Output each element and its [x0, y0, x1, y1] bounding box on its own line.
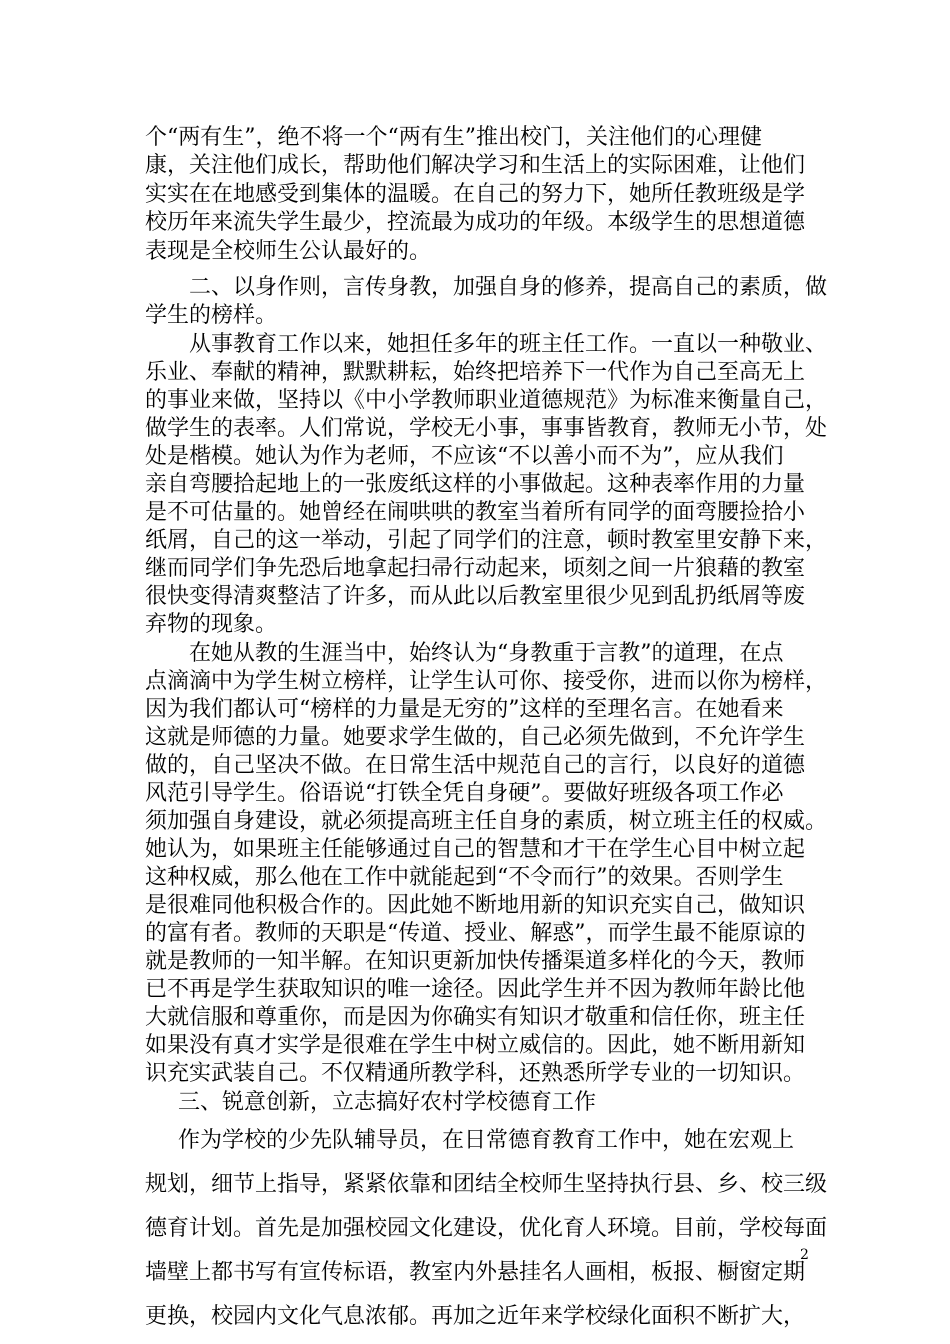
text-line: 墙壁上都书写有宣传标语，教室内外悬挂名人画相，板报、橱窗定期 [145, 1260, 806, 1285]
text-line: 因为我们都认可“榜样的力量是无穷的”这样的至理名言。在她看来 [145, 697, 784, 722]
text-line: 纸屑，自己的这一举动，引起了同学们的注意，顿时教室里安静下来， [145, 528, 828, 553]
page-number: 2 [800, 1247, 809, 1263]
section-heading-2: 二、以身作则，言传身教，加强自身的修养，提高自己的素质，做 [189, 275, 828, 300]
text-line: 如果没有真才实学是很难在学生中树立威信的。因此，她不断用新知 [145, 1033, 806, 1058]
section-heading-2-cont: 学生的榜样。 [145, 303, 278, 328]
text-line: 乐业、奉献的精神，默默耕耘，始终把培养下一代作为自己至高无上 [145, 360, 806, 385]
text-line: 是不可估量的。她曾经在闹哄哄的教室当着所有同学的面弯腰捡拾小 [145, 500, 806, 525]
text-line: 识充实武装自己。不仅精通所教学科，还熟悉所学专业的一切知识。 [145, 1061, 806, 1086]
text-line: 实实在在地感受到集体的温暖。在自己的努力下，她所任教班级是学 [145, 182, 806, 207]
text-line: 风范引导学生。俗语说“打铁全凭自身硬”。要做好班级各项工作必 [145, 781, 784, 806]
text-line: 这种权威，那么他在工作中就能起到“不令而行”的效果。否则学生 [145, 865, 784, 890]
section-heading-3: 三、锐意创新，立志搞好农村学校德育工作 [178, 1090, 597, 1115]
text-line: 校历年来流失学生最少，控流最为成功的年级。本级学生的思想道德 [145, 210, 806, 235]
text-line: 她认为，如果班主任能够通过自己的智慧和才干在学生心目中树立起 [145, 837, 806, 862]
text-line: 处是楷模。她认为作为老师，不应该“不以善小而不为”，应从我们 [145, 444, 784, 469]
text-line: 这就是师德的力量。她要求学生做的，自己必须先做到，不允许学生 [145, 725, 806, 750]
text-line: 作为学校的少先队辅导员，在日常德育教育工作中，她在宏观上 [178, 1128, 795, 1153]
text-line: 的富有者。教师的天职是“传道、授业、解惑”，而学生最不能原谅的 [145, 921, 806, 946]
text-line: 的事业来做，坚持以《中小学教师职业道德规范》为标准来衡量自己， [145, 388, 828, 413]
text-line: 是很难同他积极合作的。因此她不断地用新的知识充实自己，做知识 [145, 893, 806, 918]
text-line: 已不再是学生获取知识的唯一途径。因此学生并不因为教师年龄比他 [145, 977, 806, 1002]
text-line: 表现是全校师生公认最好的。 [145, 239, 432, 264]
text-line: 就是教师的一知半解。在知识更新加快传播渠道多样化的今天，教师 [145, 949, 806, 974]
text-line: 更换，校园内文化气息浓郁。再加之近年来学校绿化面积不断扩大， [145, 1304, 806, 1329]
text-line: 亲自弯腰拾起地上的一张废纸这样的小事做起。这种表率作用的力量 [145, 472, 806, 497]
text-line: 很快变得清爽整洁了许多，而从此以后教室里很少见到乱扔纸屑等废 [145, 584, 806, 609]
text-line: 做学生的表率。人们常说，学校无小事，事事皆教育，教师无小节，处 [145, 416, 828, 441]
text-line: 大就信服和尊重你，而是因为你确实有知识才敬重和信任你，班主任 [145, 1005, 806, 1030]
text-line: 规划，细节上指导，紧紧依靠和团结全校师生坚持执行县、乡、校三级 [145, 1172, 828, 1197]
text-line: 弃物的现象。 [145, 612, 278, 637]
text-line: 继而同学们争先恐后地拿起扫帚行动起来，顷刻之间一片狼藉的教室 [145, 556, 806, 581]
text-line: 个“两有生”，绝不将一个“两有生”推出校门，关注他们的心理健 [145, 125, 762, 150]
text-line: 德育计划。首先是加强校园文化建设，优化育人环境。目前，学校每面 [145, 1216, 828, 1241]
text-line: 点滴滴中为学生树立榜样，让学生认可你、接受你，进而以你为榜样， [145, 669, 828, 694]
text-line: 做的，自己坚决不做。在日常生活中规范自己的言行，以良好的道德 [145, 753, 806, 778]
text-line: 须加强自身建设，就必须提高班主任自身的素质，树立班主任的权威。 [145, 809, 828, 834]
text-line: 康，关注他们成长，帮助他们解决学习和生活上的实际困难，让他们 [145, 153, 806, 178]
text-line: 从事教育工作以来，她担任多年的班主任工作。一直以一种敬业、 [189, 332, 828, 357]
text-line: 在她从教的生涯当中，始终认为“身教重于言教”的道理，在点 [189, 641, 784, 666]
